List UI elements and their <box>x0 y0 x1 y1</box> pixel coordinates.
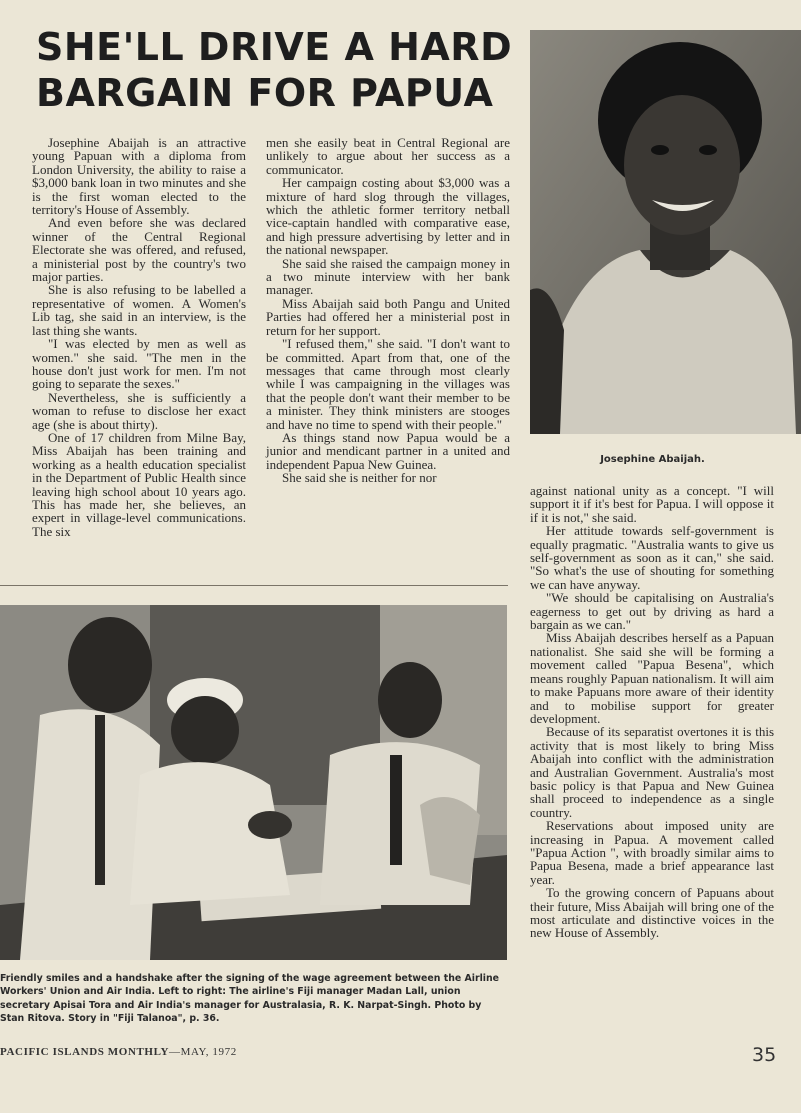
paragraph: "I refused them," she said. "I don't want to be committed. Apart from that, one of the messages that came through most clearly while I was campaigning in the villages was that the people don't want their member to be a minister. They think ministers are stooges and have no time to spend with their people." <box>266 336 510 432</box>
photo-caption: Friendly smiles and a handshake after the signing of the wage agreement between the Airline Workers' Union and Air India. Left to right: The airline's Fiji manager Madan Lall, union secretary Apisai Tora and Air India's manager for Australasia, R. K. Narpat-Singh. Photo by Stan Ritova. Story in "Fiji Talanoa", p. 36. <box>0 973 500 1025</box>
paragraph: She is also refusing to be labelled a representative of women. A Women's Lib tag, she said in an interview, is the last thing she wants. <box>32 282 246 338</box>
paragraph: Her campaign costing about $3,000 was a mixture of hard slog through the villages, which the athletic former territory netball vice-captain handled with comparative ease, and high pressure advertising by letter and in the national newspaper. <box>266 175 510 258</box>
headline: SHE'LL DRIVE A HARD BARGAIN FOR PAPUA <box>36 25 513 115</box>
page-number: 35 <box>752 1044 777 1066</box>
paragraph: "I was elected by men as well as women." she said. "The men in the house don't just work for men. I'm not going to separate the sexes." <box>32 336 246 392</box>
paragraph: men she easily beat in Central Regional are unlikely to argue about her success as a communicator. <box>266 135 510 177</box>
paragraph: Josephine Abaijah is an attractive young Papuan with a diploma from London University, the ability to raise a $3,000 bank loan in two minutes and she is the first woman elected to the territory's House of Assembly. <box>32 135 246 218</box>
portrait-caption: Josephine Abaijah. <box>600 454 705 465</box>
paragraph: "We should be capitalising on Australia's eagerness to get out by driving as hard a bargain as we can." <box>530 590 774 633</box>
article-column-3 <box>530 484 774 940</box>
article-column-2 <box>266 136 510 485</box>
section-divider <box>0 585 508 586</box>
paragraph: And even before she was declared winner of the Central Regional Electorate she was offered, and refused, a ministerial post by the country's two major parties. <box>32 215 246 285</box>
paragraph: Nevertheless, she is sufficiently a woman to refuse to disclose her exact age (she is about thirty). <box>32 389 246 432</box>
paragraph: Miss Abaijah said both Pangu and United Parties had offered her a ministerial post in return for her support. <box>266 295 510 338</box>
paragraph: against national unity as a concept. "I will support it if it's best for Papua. I will oppose it if it is not," she said. <box>530 483 774 525</box>
paragraph: Miss Abaijah describes herself as a Papuan nationalist. She said she will be forming a movement called "Papua Besena", which means roughly Papuan nationalism. It will aim to make Papuans more aware of their identity and to mobilise support for greater development. <box>530 630 774 726</box>
publication-name: PACIFIC ISLANDS MONTHLY <box>0 1046 170 1058</box>
paragraph: To the growing concern of Papuans about their future, Miss Abaijah will bring one of the most articulate and distinctive voices in the new House of Assembly. <box>530 885 774 941</box>
paragraph: Because of its separatist overtones it is this activity that is most likely to bring Miss Abaijah into conflict with the administration and Australian Government. Australia's most basic policy is that Papua and New Guinea shall proceed to independence as a single country. <box>530 724 774 820</box>
paragraph: One of 17 children from Milne Bay, Miss Abaijah has been training and working as a health education specialist in the Department of Public Health since leaving high school about 10 years ago. This has made her, she believes, an expert in village-level communications. The six <box>32 429 246 539</box>
paragraph: She said she raised the campaign money in a two minute interview with her bank manager. <box>266 255 510 298</box>
paragraph: Her attitude towards self-government is equally pragmatic. "Australia wants to give us self-government as soon as it can," she said. "So what's the use of shouting for something we can have anyway. <box>530 523 774 592</box>
handshake-photo <box>0 605 507 960</box>
publication-date: —MAY, 1972 <box>169 1046 237 1058</box>
paragraph: Reservations about imposed unity are increasing in Papua. A movement called "Papua Action ", with broadly similar aims to Papua Besena, made a brief appearance last year. <box>530 818 774 887</box>
portrait-photo <box>530 30 801 434</box>
paragraph: She said she is neither for nor <box>282 470 437 486</box>
paragraph: As things stand now Papua would be a junior and mendicant partner in a united and independent Papua New Guinea. <box>266 429 510 472</box>
article-column-1 <box>32 136 246 538</box>
publication-footer <box>0 1046 237 1058</box>
